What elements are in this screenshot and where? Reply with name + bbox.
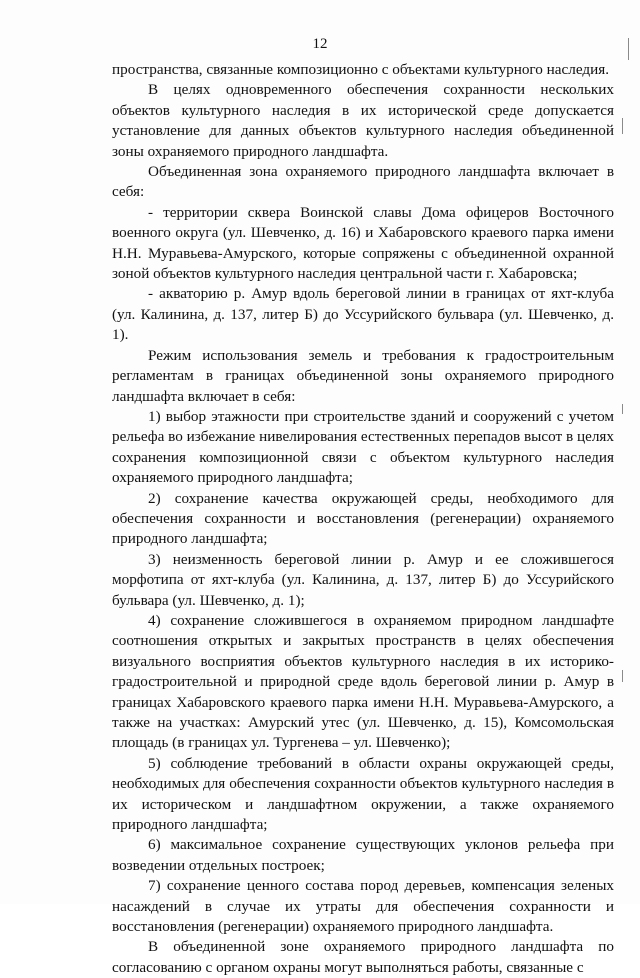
paragraph-continuation: пространства, связанные композиционно с объектами культурного наследия. — [112, 61, 610, 78]
scan-edge-mark-middle — [622, 404, 623, 414]
list-item-2: 2) сохранение качества окружающей среды, необходимого для обеспечения сохранности и восстановления (регенерации) охраняемого природного ландшафта; — [112, 489, 614, 548]
list-item-territories: - территории сквера Воинской славы Дома офицеров Восточного военного округа (ул. Шевченко, д. 16) и Хабаровского краевого парка имени Н.Н. Муравьева-Амурского, которые сопряжены с объединенной охранной зоной объектов культурного наследия центральной части г. Хабаровска; — [112, 203, 614, 283]
list-item-4: 4) сохранение сложившегося в охраняемом природном ландшафте соотношения открытых и закрытых пространств в целях обеспечения визуального восприятия объектов культурного наследия в их историко-градостроительной и природной среде вдоль береговой линии р. Амур в границах Хабаровского краевого парка имени Н.Н. Муравьева-Амурского, а также на участках: Амурский утес (ул. Шевченко, д. 15), Комсомольская площадь (в границах ул. Тургенева – ул. Шевченко); — [112, 611, 614, 752]
list-item-6: 6) максимальное сохранение существующих уклонов рельефа при возведении отдельных построек; — [112, 836, 614, 874]
paragraph-land-use-regime: Режим использования земель и требования к градостроительным регламентам в границах объединенной зоны охраняемого природного ландшафта включает в себя: — [112, 346, 614, 405]
list-item-5: 5) соблюдение требований в области охраны окружающей среды, необходимых для обеспечения сохранности объектов культурного наследия в их историческом и ландшафтном окружении, а также охраняемого природного ландшафта; — [112, 754, 614, 834]
list-item-1: 1) выбор этажности при строительстве зданий и сооружений с учетом рельефа во избежание нивелирования естественных перепадов высот в целях сохранения композиционной связи с объектом культурного наследия охраняемого природного ландшафта; — [112, 407, 614, 487]
page-number: 12 — [312, 36, 328, 52]
list-item-7: 7) сохранение ценного состава пород деревьев, компенсация зеленых насаждений в случае их утраты для обеспечения сохранности и восстановления (регенерации) охраняемого природного ландшафта. — [112, 877, 614, 936]
list-item-3: 3) неизменность береговой линии р. Амур и ее сложившегося морфотипа от яхт-клуба (ул. Калинина, д. 137, литер Б) до Уссурийского бульвара (ул. Шевченко, д. 1); — [112, 550, 614, 609]
paragraph-permitted-works: В объединенной зоне охраняемого природного ландшафта по согласованию с органом охраны могут выполняться работы, связанные с — [112, 938, 614, 976]
document-body — [112, 60, 614, 978]
paragraph-combined-zone-intro: В целях одновременного обеспечения сохранности нескольких объектов культурного наследия в их исторической среде допускается установление для данных объектов культурного наследия объединенной зоны охраняемого природного ландшафта. — [112, 81, 614, 160]
scan-edge-mark-upper — [622, 118, 623, 134]
scan-edge-mark-top — [628, 38, 629, 60]
scan-edge-mark-lower — [622, 670, 623, 682]
list-item-water-area: - акваторию р. Амур вдоль береговой линии в границах от яхт-клуба (ул. Калинина, д. 137, литер Б) до Уссурийского бульвара (ул. Шевченко, д. 1). — [112, 285, 614, 344]
paragraph-zone-includes: Объединенная зона охраняемого природного ландшафта включает в себя: — [112, 163, 614, 201]
